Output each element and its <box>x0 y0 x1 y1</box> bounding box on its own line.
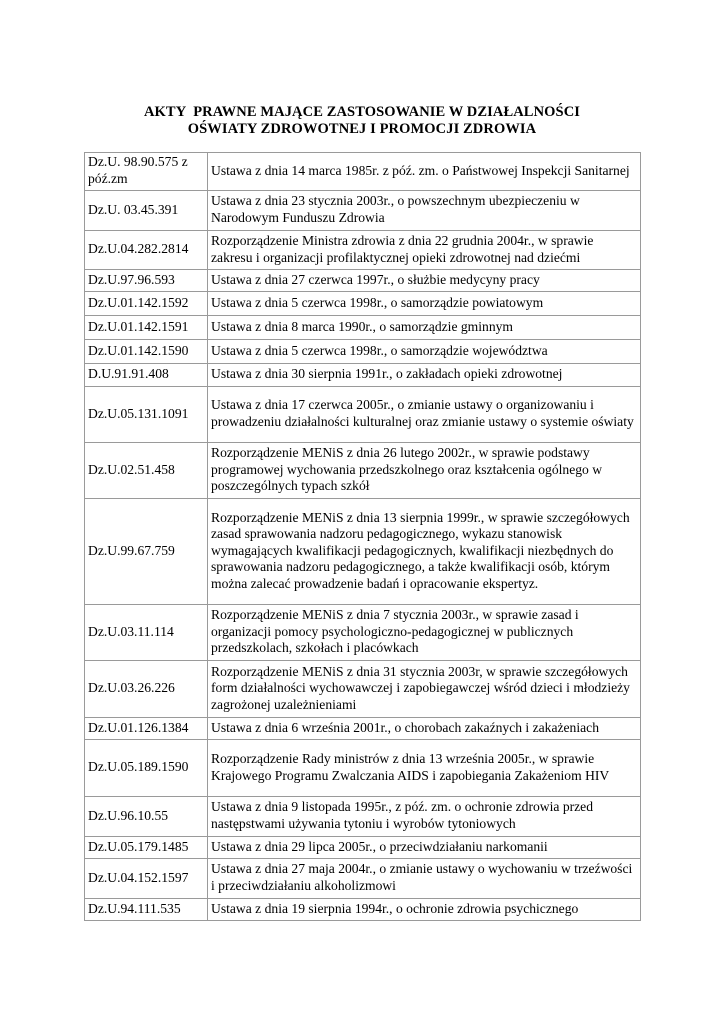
act-reference: Dz.U.05.179.1485 <box>85 837 208 859</box>
act-description: Ustawa z dnia 8 marca 1990r., o samorządzie gminnym <box>208 316 641 340</box>
table-row <box>85 316 641 340</box>
document-title <box>0 104 724 138</box>
table-row <box>85 231 641 270</box>
table-row <box>85 191 641 231</box>
table-row <box>85 270 641 292</box>
act-reference: Dz.U.05.189.1590 <box>85 740 208 797</box>
act-reference: Dz.U.05.131.1091 <box>85 387 208 443</box>
act-description: Ustawa z dnia 30 sierpnia 1991r., o zakładach opieki zdrowotnej <box>208 364 641 387</box>
table-row <box>85 443 641 499</box>
table-row <box>85 797 641 837</box>
table-row <box>85 899 641 921</box>
table-row <box>85 364 641 387</box>
act-reference: Dz.U.03.11.114 <box>85 605 208 661</box>
table-row <box>85 605 641 661</box>
act-description: Ustawa z dnia 23 stycznia 2003r., o powszechnym ubezpieczeniu w Narodowym Funduszu Zdrowia <box>208 191 641 231</box>
act-reference: Dz.U. 03.45.391 <box>85 191 208 231</box>
act-reference: Dz.U.99.67.759 <box>85 499 208 605</box>
table-row <box>85 340 641 364</box>
act-description: Ustawa z dnia 5 czerwca 1998r., o samorządzie powiatowym <box>208 292 641 316</box>
table-row <box>85 387 641 443</box>
act-reference: Dz.U.04.282.2814 <box>85 231 208 270</box>
table-row <box>85 153 641 191</box>
act-reference: Dz.U.97.96.593 <box>85 270 208 292</box>
act-reference: Dz.U.01.142.1591 <box>85 316 208 340</box>
act-reference: Dz.U. 98.90.575 z póź.zm <box>85 153 208 191</box>
table-row <box>85 837 641 859</box>
act-description: Rozporządzenie MENiS z dnia 31 stycznia 2003r, w sprawie szczegółowych form działalności wychowawczej i zapobiegawczej wśród dzieci i młodzieży zagrożonej uzależnieniami <box>208 661 641 718</box>
act-description: Ustawa z dnia 27 maja 2004r., o zmianie ustawy o wychowaniu w trzeźwości i przeciwdziałaniu alkoholizmowi <box>208 859 641 899</box>
act-reference: D.U.91.91.408 <box>85 364 208 387</box>
title-line-2: OŚWIATY ZDROWOTNEJ I PROMOCJI ZDROWIA <box>187 121 537 137</box>
legal-acts-table <box>84 152 641 921</box>
act-description: Ustawa z dnia 27 czerwca 1997r., o służbie medycyny pracy <box>208 270 641 292</box>
act-description: Rozporządzenie MENiS z dnia 13 sierpnia 1999r., w sprawie szczegółowych zasad sprawowania nadzoru pedagogicznego, wykazu stanowisk wymagających kwalifikacji pedagogicznych, kwalifikacji niezbędnych do sprawowania nadzoru pedagogicznego, a także kwalifikacji osób, którym można zalecać prowadzenie badań i opracowanie ekspertyz. <box>208 499 641 605</box>
act-description: Ustawa z dnia 6 września 2001r., o chorobach zakaźnych i zakażeniach <box>208 718 641 740</box>
table-row <box>85 292 641 316</box>
act-description: Ustawa z dnia 14 marca 1985r. z póź. zm. o Państwowej Inspekcji Sanitarnej <box>208 153 641 191</box>
act-reference: Dz.U.01.142.1592 <box>85 292 208 316</box>
act-description: Rozporządzenie MENiS z dnia 7 stycznia 2003r., w sprawie zasad i organizacji pomocy psychologiczno-pedagogicznej w publicznych przedszkolach, szkołach i placówkach <box>208 605 641 661</box>
act-reference: Dz.U.01.126.1384 <box>85 718 208 740</box>
act-description: Ustawa z dnia 9 listopada 1995r., z póź. zm. o ochronie zdrowia przed następstwami używania tytoniu i wyrobów tytoniowych <box>208 797 641 837</box>
act-description: Ustawa z dnia 5 czerwca 1998r., o samorządzie województwa <box>208 340 641 364</box>
act-reference: Dz.U.96.10.55 <box>85 797 208 837</box>
table-row <box>85 740 641 797</box>
act-description: Rozporządzenie MENiS z dnia 26 lutego 2002r., w sprawie podstawy programowej wychowania przedszkolnego oraz kształcenia ogólnego w poszczególnych typach szkół <box>208 443 641 499</box>
act-description: Rozporządzenie Rady ministrów z dnia 13 września 2005r., w sprawie Krajowego Programu Zwalczania AIDS i zapobiegania Zakażeniom HIV <box>208 740 641 797</box>
act-reference: Dz.U.01.142.1590 <box>85 340 208 364</box>
table-row <box>85 499 641 605</box>
title-line-1: AKTY PRAWNE MAJĄCE ZASTOSOWANIE W DZIAŁALNOŚCI <box>143 104 581 120</box>
table-row <box>85 859 641 899</box>
act-description: Ustawa z dnia 29 lipca 2005r., o przeciwdziałaniu narkomanii <box>208 837 641 859</box>
act-description: Rozporządzenie Ministra zdrowia z dnia 22 grudnia 2004r., w sprawie zakresu i organizacji profilaktycznej opieki zdrowotnej nad dziećmi <box>208 231 641 270</box>
act-description: Ustawa z dnia 17 czerwca 2005r., o zmianie ustawy o organizowaniu i prowadzeniu działalności kulturalnej oraz zmianie ustawy o systemie oświaty <box>208 387 641 443</box>
act-reference: Dz.U.94.111.535 <box>85 899 208 921</box>
table-row <box>85 718 641 740</box>
table-row <box>85 661 641 718</box>
act-reference: Dz.U.02.51.458 <box>85 443 208 499</box>
act-reference: Dz.U.03.26.226 <box>85 661 208 718</box>
act-reference: Dz.U.04.152.1597 <box>85 859 208 899</box>
act-description: Ustawa z dnia 19 sierpnia 1994r., o ochronie zdrowia psychicznego <box>208 899 641 921</box>
